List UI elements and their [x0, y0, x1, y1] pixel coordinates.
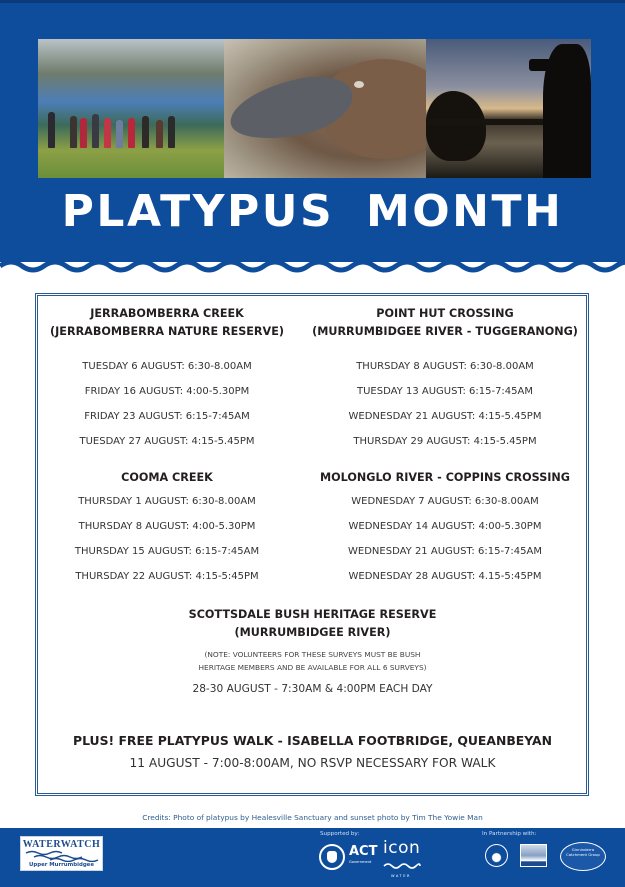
note-line: (NOTE: VOLUNTEERS FOR THESE SURVEYS MUST BE BUSH: [204, 650, 421, 659]
icon-water-logo: icon: [383, 838, 421, 858]
date-item: THURSDAY 1 AUGUST: 6:30-8.00AM: [78, 496, 256, 507]
date-item: FRIDAY 23 AUGUST: 6:15-7:45AM: [84, 411, 250, 422]
date-item: WEDNESDAY 21 AUGUST: 4:15-5.45PM: [348, 411, 542, 422]
platypus-eye: [354, 81, 364, 88]
date-item: THURSDAY 22 AUGUST: 4:15-5:45PM: [75, 571, 259, 582]
site-title: SCOTTSDALE BUSH HERITAGE RESERVE: [188, 608, 437, 621]
date-item: WEDNESDAY 14 AUGUST: 4:00-5.30PM: [348, 521, 542, 532]
photo-credits: Credits: Photo of platypus by Healesville Sanctuary and sunset photo by Tim The Yowie Man: [142, 813, 483, 822]
site-title: JERRABOMBERRA CREEK: [90, 307, 244, 320]
site-point-hut: [310, 305, 580, 454]
act-crest-icon: [319, 844, 345, 870]
site-title: COOMA CREEK: [121, 471, 213, 484]
site-subtitle: (MURRUMBIDGEE RIVER - TUGGERANONG): [312, 325, 578, 338]
catchment-group-logo: [560, 842, 606, 871]
walk-details: 11 AUGUST - 7:00-8:00AM, NO RSVP NECESSARY FOR WALK: [129, 756, 496, 770]
southern-act-catchment-logo: [520, 844, 547, 867]
site-molonglo-river: [310, 469, 580, 589]
site-jerrabomberra: [32, 305, 302, 454]
photo-group-by-river: [38, 39, 224, 178]
photo-sunset-photographer: [426, 39, 591, 178]
icon-water-wave-icon: [383, 862, 421, 870]
waterwatch-subtitle: Upper Murrumbidgee: [29, 862, 94, 868]
date-item: TUESDAY 6 AUGUST: 6:30-8.00AM: [82, 361, 252, 372]
date-item: WEDNESDAY 21 AUGUST: 6:15-7:45AM: [348, 546, 542, 557]
site-title: POINT HUT CROSSING: [376, 307, 514, 320]
tree-silhouette: [426, 91, 486, 161]
date-item: THURSDAY 29 AUGUST: 4:15-5.45PM: [353, 436, 537, 447]
scottsdale-schedule: 28-30 AUGUST - 7:30AM & 4:00PM EACH DAY: [192, 683, 433, 695]
waterwatch-title: WATERWATCH: [22, 839, 101, 850]
wave-divider-icon: [0, 250, 625, 280]
page-title: PLATYPUS MONTH: [61, 186, 564, 237]
date-item: THURSDAY 8 AUGUST: 4:00-5.30PM: [78, 521, 256, 532]
photo-platypus: [224, 39, 426, 178]
photographer-silhouette: [543, 44, 591, 178]
icon-water-sub: WATER: [391, 874, 411, 878]
site-cooma-creek: [32, 469, 302, 589]
waves-icon: [24, 850, 100, 862]
date-item: WEDNESDAY 28 AUGUST: 4.15-5:45PM: [348, 571, 542, 582]
date-item: FRIDAY 16 AUGUST: 4:00-5.30PM: [84, 386, 250, 397]
act-government-sub: Government: [349, 860, 372, 864]
partner-text: Catchment Group: [566, 852, 600, 857]
people-silhouettes: [48, 108, 178, 148]
date-item: WEDNESDAY 7 AUGUST: 6:30-8.00AM: [351, 496, 539, 507]
partner-circle-logo: [485, 844, 508, 867]
note-line: HERITAGE MEMBERS AND BE AVAILABLE FOR ALL 6 SURVEYS): [198, 663, 427, 672]
platypus-walk: [40, 733, 585, 770]
footer-bar: [0, 828, 625, 887]
walk-headline: PLUS! FREE PLATYPUS WALK - ISABELLA FOOTBRIDGE, QUEANBEYAN: [72, 733, 553, 748]
site-subtitle: (JERRABOMBERRA NATURE RESERVE): [50, 325, 284, 338]
date-item: TUESDAY 13 AUGUST: 6:15-7:45AM: [357, 386, 533, 397]
waterwatch-logo: [20, 836, 103, 871]
header-banner: [0, 0, 625, 262]
partner-text: Ginninderra: [571, 847, 595, 852]
site-scottsdale: [120, 606, 505, 695]
act-government-logo: ACT: [349, 844, 378, 859]
date-item: THURSDAY 8 AUGUST: 6:30-8.00AM: [356, 361, 534, 372]
site-subtitle: (MURRUMBIDGEE RIVER): [234, 626, 391, 639]
volunteer-note: [120, 648, 505, 674]
site-title: MOLONGLO RIVER - COPPINS CROSSING: [320, 471, 570, 484]
date-item: THURSDAY 15 AUGUST: 6:15-7:45AM: [74, 546, 260, 557]
partnership-label: In Partnership with:: [482, 831, 537, 837]
supported-by-label: Supported by:: [320, 831, 360, 837]
date-item: TUESDAY 27 AUGUST: 4:15-5.45PM: [79, 436, 255, 447]
photo-strip: [38, 39, 591, 178]
